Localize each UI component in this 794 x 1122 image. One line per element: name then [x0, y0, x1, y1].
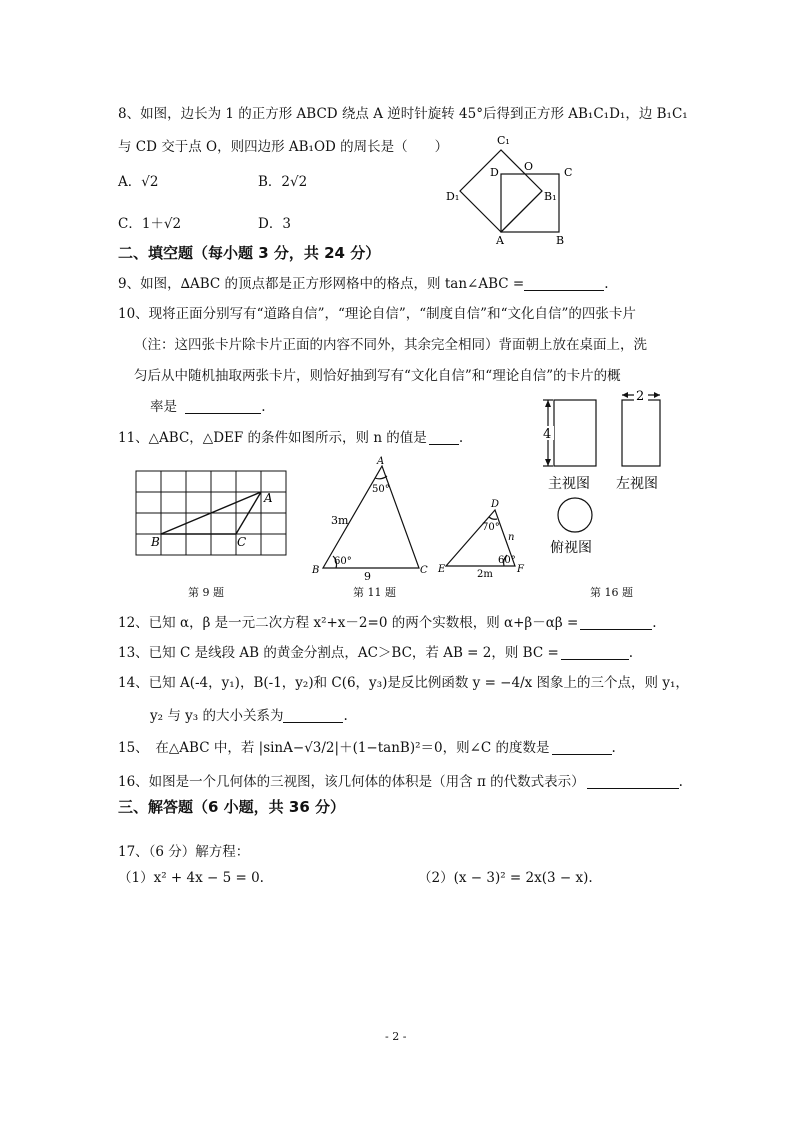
label-b: B [556, 234, 565, 247]
page-number: - 2 - [385, 1030, 407, 1043]
fig11-label-b: B [312, 565, 320, 576]
fig9-label-c: C [237, 535, 247, 549]
fig16-three-views [538, 388, 668, 566]
fig11-label-a: A [377, 456, 385, 467]
diagonal-a-b1 [501, 191, 542, 232]
section-solve-heading: 三、解答题（6 小题，共 36 分） [118, 798, 345, 816]
label-b1: B₁ [544, 190, 557, 203]
q13-answer-blank[interactable] [561, 645, 629, 660]
q15-text: 15、 在△ABC 中，若 |sinA−√3/2|＋(1−tanB)²＝0，则∠C 的度数是 . [118, 740, 616, 756]
q9-text: 9、如图，∆ABC 的顶点都是正方形网格中的格点，则 tan∠ABC = . [118, 276, 609, 292]
q16-text: 16、如图是一个几何体的三视图，该几何体的体积是（用含 π 的代数式表示） . [118, 774, 683, 790]
q12-text: 12、已知 α，β 是一元二次方程 x²+x－2=0 的两个实数根，则 α+β－αβ = . [118, 615, 657, 631]
width-label: 2 [636, 389, 645, 404]
fig11-side-df: n [508, 532, 515, 543]
label-c1: C₁ [497, 134, 510, 147]
fig11-side-bc: 9 [364, 570, 371, 582]
q9-answer-blank[interactable] [524, 276, 604, 291]
fig9-label-b: B [151, 535, 160, 549]
q11-prompt: 11、△ABC，△DEF 的条件如图所示，则 n 的值是 [118, 430, 427, 446]
q8-line2: 与 CD 交于点 O，则四边形 AB₁OD 的周长是（ ） [118, 139, 449, 155]
height-label: 4 [543, 427, 552, 442]
q10-line2: （注：这四张卡片除卡片正面的内容不同外，其余完全相同）背面朝上放在桌面上，洗 [134, 337, 647, 353]
q9-prompt: 9、如图，∆ABC 的顶点都是正方形网格中的格点，则 tan∠ABC = [118, 276, 525, 292]
left-view-label: 左视图 [616, 476, 658, 492]
fig11-label-d: D [491, 499, 500, 510]
q11-text: 11、△ABC，△DEF 的条件如图所示，则 n 的值是 . [118, 430, 464, 446]
top-view-circle [558, 498, 592, 532]
q10-line4: 率是 . [150, 399, 266, 415]
fig11-side-ab: 3m [331, 514, 349, 527]
front-view-rect [554, 400, 596, 466]
q8-option-b: B．2√2 [258, 174, 308, 190]
label-d: D [490, 166, 499, 179]
fig11-label-e: E [438, 564, 446, 575]
fig11-side-ef: 2m [477, 569, 493, 580]
q14-line1: 14、已知 A(-4，y₁)，B(-1，y₂)和 C(6，y₃)是反比例函数 y = −4/x 图象上的三个点，则 y₁， [118, 675, 689, 691]
fig11-triangles [305, 452, 535, 582]
q8-option-c: C．1＋√2 [118, 216, 182, 232]
fig11-angle-d: 70° [482, 522, 500, 533]
q14-answer-blank[interactable] [283, 708, 343, 723]
q10-answer-blank[interactable] [185, 399, 261, 414]
front-view-label: 主视图 [548, 476, 590, 492]
q14-prompt: y₂ 与 y₃ 的大小关系为 [150, 708, 284, 724]
fig16-caption: 第 16 题 [590, 586, 633, 599]
fig9-caption: 第 9 题 [188, 586, 224, 599]
left-view-rect [622, 400, 660, 466]
q8-option-d: D．3 [258, 216, 291, 232]
fig11-angle-a: 50° [372, 484, 390, 495]
q12-answer-blank[interactable] [580, 615, 652, 630]
fig11-label-c: C [420, 565, 428, 576]
q15-prompt: 15、 在△ABC 中，若 |sinA−√3/2|＋(1−tanB)²＝0，则∠C 的度数是 [118, 740, 550, 756]
q17-title: 17、（6 分）解方程： [118, 844, 250, 860]
q11-answer-blank[interactable] [429, 430, 459, 445]
q13-text: 13、已知 C 是线段 AB 的黄金分割点，AC＞BC，若 AB = 2，则 BC = . [118, 645, 634, 661]
fig11-angle-b: 60° [334, 556, 352, 567]
q8-square-figure [440, 128, 590, 250]
q8-line1: 8、如图，边长为 1 的正方形 ABCD 绕点 A 逆时针旋转 45°后得到正方形 AB₁C₁D₁，边 B₁C₁ [118, 106, 688, 122]
q13-prompt: 13、已知 C 是线段 AB 的黄金分割点，AC＞BC，若 AB = 2，则 BC = [118, 645, 559, 661]
label-o: O [524, 160, 534, 173]
q10-line3: 匀后从中随机抽取两张卡片，则恰好抽到写有“文化自信”和“理论自信”的卡片的概 [134, 368, 621, 384]
q8-option-a: A．√2 [118, 174, 159, 190]
fig9-label-a: A [264, 491, 273, 505]
fig11-label-f: F [517, 564, 524, 575]
q10-line1: 10、现将正面分别写有“道路自信”，“理论自信”，“制度自信”和“文化自信”的四张卡片 [118, 306, 636, 322]
fig11-caption: 第 11 题 [353, 586, 396, 599]
q10-prompt: 率是 [150, 399, 177, 415]
q16-answer-blank[interactable] [587, 774, 679, 789]
fig11-angle-f: 60° [498, 555, 516, 566]
label-d1: D₁ [446, 190, 460, 203]
q12-prompt: 12、已知 α，β 是一元二次方程 x²+x－2=0 的两个实数根，则 α+β－αβ = [118, 615, 579, 631]
top-view-label: 俯视图 [550, 540, 592, 556]
fig9-grid [130, 466, 290, 558]
label-c: C [564, 166, 573, 179]
q14-line2: y₂ 与 y₃ 的大小关系为 . [150, 708, 348, 724]
section-fill-in-heading: 二、填空题（每小题 3 分，共 24 分） [118, 244, 381, 262]
q17-part1: （1）x² + 4x − 5 = 0. [118, 870, 264, 886]
q17-part2: （2）(x − 3)² = 2x(3 − x). [418, 870, 593, 886]
q15-answer-blank[interactable] [552, 740, 612, 755]
q16-prompt: 16、如图是一个几何体的三视图，该几何体的体积是（用含 π 的代数式表示） [118, 774, 585, 790]
label-a: A [496, 234, 504, 247]
